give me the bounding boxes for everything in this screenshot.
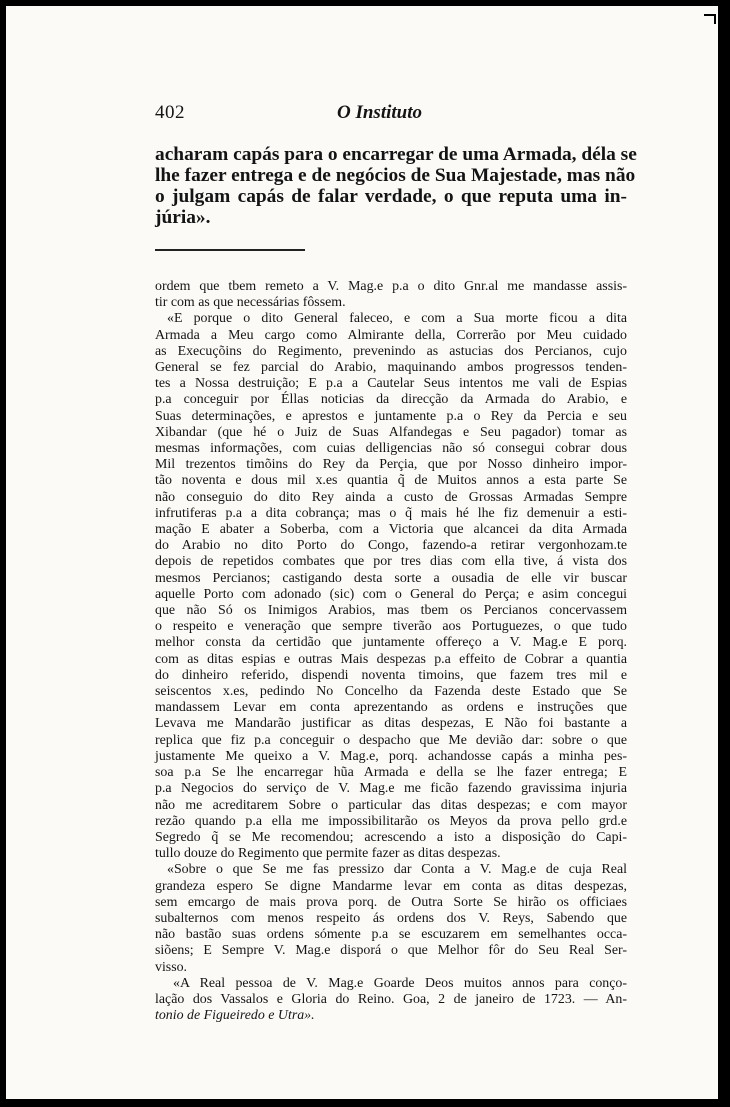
text-line: que não Só os Inimigos Arabios, mas tbem os Percianos concervassem [155, 603, 627, 619]
text-line: do dinheiro referido, dispendi noventa timoins, que fazem tres mil e [155, 667, 627, 683]
text-line: Xibandar (que hé o Juiz de Suas Alfandegas e Seu pagador) tomar as [155, 424, 627, 440]
paragraph-1 [155, 279, 627, 311]
section-divider [155, 249, 305, 251]
text-line: p.a Negocios do serviço de V. Mag.e me ficão fazendo gravissima injuria [155, 781, 627, 797]
text-line: mesmas informações, com cuias delligencias não só consegui cobrar dous [155, 441, 627, 457]
text-line: sem emcargo de mais prova porq. de Outra Sorte Se hirão os officiaes [155, 894, 627, 910]
text-line: subalternos com menos respeito ás ordens dos V. Reys, Sabendo que [155, 910, 627, 926]
running-title: O Instituto [337, 102, 423, 123]
text-line: Suas determinações, e aprestos e juntamente p.a o Rey da Percia e seu [155, 408, 627, 424]
text-line: não bastão suas ordens sómente p.a se escuzarem em semelhantes occa- [155, 927, 627, 943]
text-line: Levava me Mandarão justificar as ditas despezas, E Não foi bastante a [155, 716, 627, 732]
lead-line: acharam capás para o encarregar de uma Armada, déla se [155, 144, 637, 165]
text-line: General se fez parcial do Arabio, maquinando ambos progressos tenden- [155, 360, 627, 376]
text-line: p.a conceguir por Éllas noticias da direcção da Armada do Arabio, e [155, 392, 627, 408]
text-line: soa p.a Se lhe encarregar hũa Armada e della se lhe fazer entrega; E [155, 765, 627, 781]
text-line: tes a Nossa destruição; E p.a a Cautelar Seus intentos me vali de Espias [155, 376, 627, 392]
text-line: mesmos Percianos; castigando desta sorte a ousadia de elle vir buscar [155, 570, 627, 586]
text-line: grandeza espero Se digne Mandarme levar em conta as ditas despezas, [155, 878, 627, 894]
text-line: depois de repetidos combates que por tres dias com ella tive, á vista dos [155, 554, 627, 570]
text-line: mandassem Levar em conta aprezentando as ordens e instruções que [155, 700, 627, 716]
corner-crop-mark [704, 14, 716, 24]
text-line: Mil trezentos timõins do Rey da Perçia, que por Nosso dinheiro impor- [155, 457, 627, 473]
text-line: não conseguio do dito Rey ainda a custo de Grossas Armadas Sempre [155, 489, 627, 505]
paragraph-3 [155, 862, 627, 975]
text-line: aquelle Porto com adonado (sic) com o General do Perça; e asim concegui [155, 586, 627, 602]
text-line: justamente Me queixo a V. Mag.e, porq. achandosse capás a minha pes- [155, 748, 627, 764]
lead-line: o julgam capás de falar verdade, o que reputa uma in- [155, 186, 627, 207]
signature-line: tonio de Figueiredo e Utra». [155, 1008, 315, 1024]
lead-line: lhe fazer entrega e de negócios de Sua Majestade, mas não [155, 165, 636, 186]
page-header [155, 102, 635, 128]
text-line: infrutiferas p.a a dita cobrança; mas o q̃ mais hé lhe fiz demenuir a esti- [155, 505, 627, 521]
page-number: 402 [155, 102, 185, 123]
text-line: visso. [155, 959, 188, 975]
text-line: lação dos Vassalos e Gloria do Reino. Goa, 2 de janeiro de 1723. — An- [155, 991, 627, 1007]
document-body [155, 279, 627, 1024]
text-line: não me acreditarem Sobre o particular das ditas despezas; e com mayor [155, 797, 627, 813]
lead-line: júria». [155, 207, 211, 228]
text-line: tir com as que necessárias fôssem. [155, 295, 346, 311]
text-line: as Execuçõins do Regimento, prevenindo as astucias dos Percianos, cujo [155, 343, 627, 359]
text-line: rezão quando p.a ella me impossibilitarão os Meyos da prova pello grd.e [155, 813, 627, 829]
text-line: Segredo q̃ se Me recomendou; acrescendo a isto a disposição do Capi- [155, 829, 627, 845]
text-line: replica que fiz p.a conceguir o despacho que Me devião dar: sobre o que [155, 732, 627, 748]
lead-paragraph [155, 144, 637, 228]
paragraph-4 [155, 976, 627, 1025]
text-line: seiscentos x.es, pedindo No Concelho da Fazenda deste Estado que Se [155, 684, 627, 700]
text-line: tullo douze do Regimento que permite fazer as ditas despezas. [155, 846, 501, 862]
paragraph-2 [155, 311, 627, 862]
text-line: «Sobre o que Se me fas pressizo dar Conta a V. Mag.e de cuja Real [167, 862, 627, 878]
text-line: o respeito e veneração que sempre tiverão aos Portuguezes, o que tudo [155, 619, 627, 635]
text-line: siõens; E Sempre V. Mag.e disporá o que Melhor fôr do Seu Real Ser- [155, 943, 627, 959]
text-line: «E porque o dito General faleceo, e com a Sua morte ficou a dita [167, 311, 627, 327]
text-line: mação E abater a Soberba, com a Victoria que alcancei da dita Armada [155, 522, 627, 538]
text-line: com as ditas espias e outras Mais despezas p.a effeito de Cobrar a quantia [155, 651, 627, 667]
text-line: melhor consta da certidão que juntamente offereço a V. Mag.e E porq. [155, 635, 627, 651]
text-line: ordem que tbem remeto a V. Mag.e p.a o dito Gnr.al me mandasse assis- [155, 279, 627, 294]
text-line: Armada a Meu cargo como Almirante della, Correrão por Meu cuidado [155, 327, 627, 343]
text-line: do Arabio no dito Porto do Congo, fazendo-a retirar vergonhozam.te [155, 538, 627, 554]
text-line: «A Real pessoa de V. Mag.e Goarde Deos muitos annos para conço- [173, 975, 627, 991]
text-line: tão noventa e dous mil x.es quantia q̃ de Muitos annos a esta parte Se [155, 473, 627, 489]
